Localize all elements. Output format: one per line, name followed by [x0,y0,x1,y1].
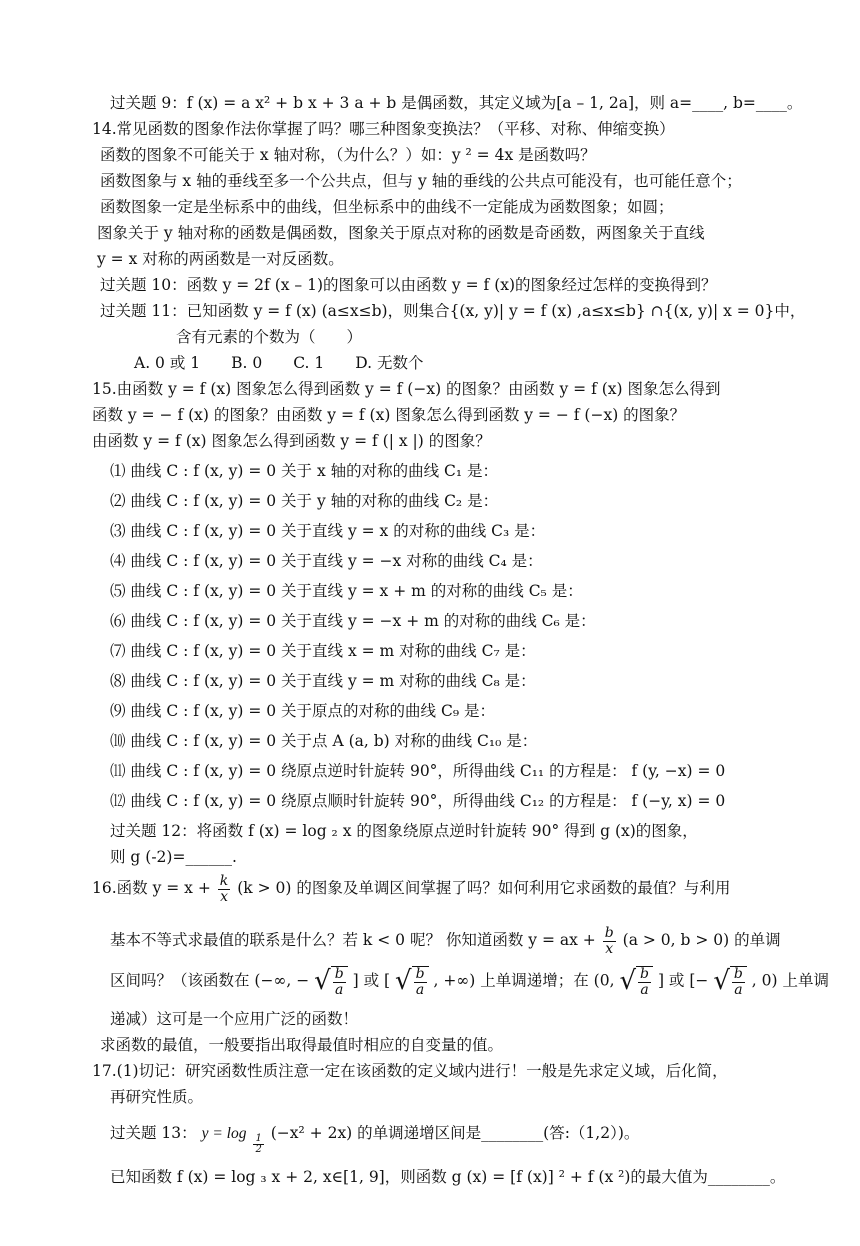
text-segment: ] 或 [ [352,971,391,990]
exercise-9: 过关题 9：f (x) = a x² + b x + 3 a + b 是偶函数，其定义域为[a – 1, 2a]，则 a=____, b=____。 [110,94,803,112]
fraction-denominator: 2 [255,1144,262,1155]
fraction-numerator: b [604,925,614,941]
text-line: y = x 对称的两函数是一对反函数。 [97,250,344,268]
text-segment: (−x² + 2x) 的单调递增区间是________(答:（1,2）)。 [270,1124,640,1142]
text-segment: 16.函数 y = x + [92,879,211,898]
text-segment: 过关题 13： [110,1124,197,1142]
fraction-b-over-a [732,967,745,997]
sqrt-b-over-a: √ $\frac{b}{a}$ [395,966,429,997]
fraction-b-over-a [638,967,651,997]
fraction-denominator: a [335,981,344,998]
fraction-numerator: b [415,966,425,982]
fraction-b-over-a [414,967,427,997]
text-segment: ] 或 [− [657,971,709,990]
sqrt-b-over-a: √ $\frac{b}{a}$ [619,966,653,997]
symmetry-item-4: ⑷ 曲线 C : f (x, y) = 0 关于直线 y = −x 对称的曲线 C₄ 是： [110,552,543,570]
symmetry-item-11: ⑾ 曲线 C : f (x, y) = 0 绕原点逆时针旋转 90°，所得曲线 C₁₁ 的方程是： f (y, −x) = 0 [110,762,726,780]
text-segment: y = log [201,1125,247,1142]
exercise-11: 过关题 11：已知函数 y = f (x) (a≤x≤b)，则集合{(x, y)| y = f (x) ,a≤x≤b} ∩{(x, y)| x = 0}中， [100,302,806,320]
fraction-numerator: k [219,873,229,889]
sqrt-b-over-a: √ $\frac{b}{a}$ [713,966,747,997]
symmetry-item-6: ⑹ 曲线 C : f (x, y) = 0 关于直线 y = −x + m 的对称的曲线 C₆ 是： [110,612,596,630]
fraction-numerator: 1 [255,1132,262,1144]
sqrt-b-over-a: √ $\frac{b}{a}$ [314,966,348,997]
text-line: 图象关于 y 轴对称的函数是偶函数，图象关于原点对称的函数是奇函数，两图象关于直线 [97,224,705,242]
symmetry-item-2: ⑵ 曲线 C : f (x, y) = 0 关于 y 轴的对称的曲线 C₂ 是： [110,492,499,510]
fraction-b-over-a [333,967,346,997]
text-line: 递减）这可是一个应用广泛的函数！ [110,1010,359,1028]
symmetry-item-12: ⑿ 曲线 C : f (x, y) = 0 绕原点顺时针旋转 90°，所得曲线 C₁₂ 的方程是： f (−y, x) = 0 [110,792,726,810]
symmetry-item-8: ⑻ 曲线 C : f (x, y) = 0 关于直线 y = m 对称的曲线 C₈ 是： [110,672,536,690]
text-line: 再研究性质。 [110,1088,204,1106]
symmetry-item-9: ⑼ 曲线 C : f (x, y) = 0 关于原点的对称的曲线 C₉ 是： [110,702,495,720]
text-segment: (a > 0, b > 0) 的单调 [622,931,781,950]
text-line [110,966,829,997]
text-line: 含有元素的个数为（ ） [176,328,363,346]
text-line: 函数 y = − f (x) 的图象？由函数 y = f (x) 图象怎么得到函数 y = − f (−x) 的图象？ [92,406,686,424]
fraction-numerator: b [640,966,649,982]
fraction-denominator: a [640,981,649,998]
exercise-12: 过关题 12：将函数 f (x) = log ₂ x 的图象绕原点逆时针旋转 90° 得到 g (x)的图象， [110,822,698,840]
fraction-b-over-x [603,926,616,956]
fraction-log-base [253,1134,263,1156]
text-line: 函数图象与 x 轴的垂线至多一个公共点，但与 y 轴的垂线的公共点可能没有，也可能任意个； [100,172,742,190]
section-17-heading: 17.(1)切记：研究函数性质注意一定在该函数的定义域内进行！一般是先求定义域，后化简， [92,1062,728,1080]
fraction-numerator: b [334,966,344,982]
exercise-10: 过关题 10：函数 y = 2f (x – 1)的图象可以由函数 y = f (x)的图象经过怎样的变换得到？ [100,276,717,294]
symmetry-item-10: ⑽ 曲线 C : f (x, y) = 0 关于点 A (a, b) 对称的曲线 C₁₀ 是： [110,732,538,750]
section-14-heading: 14.常见函数的图象作法你掌握了吗？哪三种图象变换法？（平移、对称、伸缩变换） [92,120,675,138]
exercise-13 [110,1124,639,1156]
text-segment: , 0) 上单调 [751,971,829,990]
fraction-denominator: x [605,940,614,957]
symmetry-item-3: ⑶ 曲线 C : f (x, y) = 0 关于直线 y = x 的对称的曲线 C₃ 是： [110,522,546,540]
symmetry-item-1: ⑴ 曲线 C : f (x, y) = 0 关于 x 轴的对称的曲线 C₁ 是： [110,462,499,480]
exercise-11-options: A. 0 或 1 B. 0 C. 1 D. 无数个 [134,354,424,372]
text-line: 由函数 y = f (x) 图象怎么得到函数 y = f (| x |) 的图象？ [92,432,491,450]
text-segment: , +∞) 上单调递增；在 (0, [433,971,615,990]
text-line: 函数的图象不可能关于 x 轴对称，（为什么？）如：y ² = 4x 是函数吗？ [100,146,596,164]
text-segment: 区间吗？（该函数在 (−∞, − [110,971,310,990]
fraction-denominator: x [220,888,228,905]
exercise-13-followup: 已知函数 f (x) = log ₃ x + 2, x∈[1, 9]，则函数 g (x) = [f (x)] ² + f (x ²)的最大值为________。 [110,1168,786,1186]
text-segment: 基本不等式求最值的联系是什么？若 k < 0 呢？ 你知道函数 y = ax + [110,931,596,950]
section-15-heading: 15.由函数 y = f (x) 图象怎么得到函数 y = f (−x) 的图象？由函数 y = f (x) 图象怎么得到 [92,380,721,398]
text-line: 求函数的最值，一般要指出取得最值时相应的自变量的值。 [100,1036,504,1054]
symmetry-item-5: ⑸ 曲线 C : f (x, y) = 0 关于直线 y = x + m 的对称的曲线 C₅ 是： [110,582,583,600]
fraction-k-over-x [218,874,230,904]
fraction-denominator: a [734,981,743,998]
exercise-12-answer: 则 g (-2)=______. [110,848,237,866]
fraction-denominator: a [415,981,425,998]
text-line: 函数图象一定是坐标系中的曲线，但坐标系中的曲线不一定能成为函数图象；如圆； [100,198,674,216]
section-16-heading [92,874,730,904]
fraction-numerator: b [733,966,743,982]
text-line [110,926,781,956]
symmetry-item-7: ⑺ 曲线 C : f (x, y) = 0 关于直线 x = m 对称的曲线 C₇ 是： [110,642,536,660]
text-segment: (k > 0) 的图象及单调区间掌握了吗？如何利用它求函数的最值？与利用 [237,879,731,898]
